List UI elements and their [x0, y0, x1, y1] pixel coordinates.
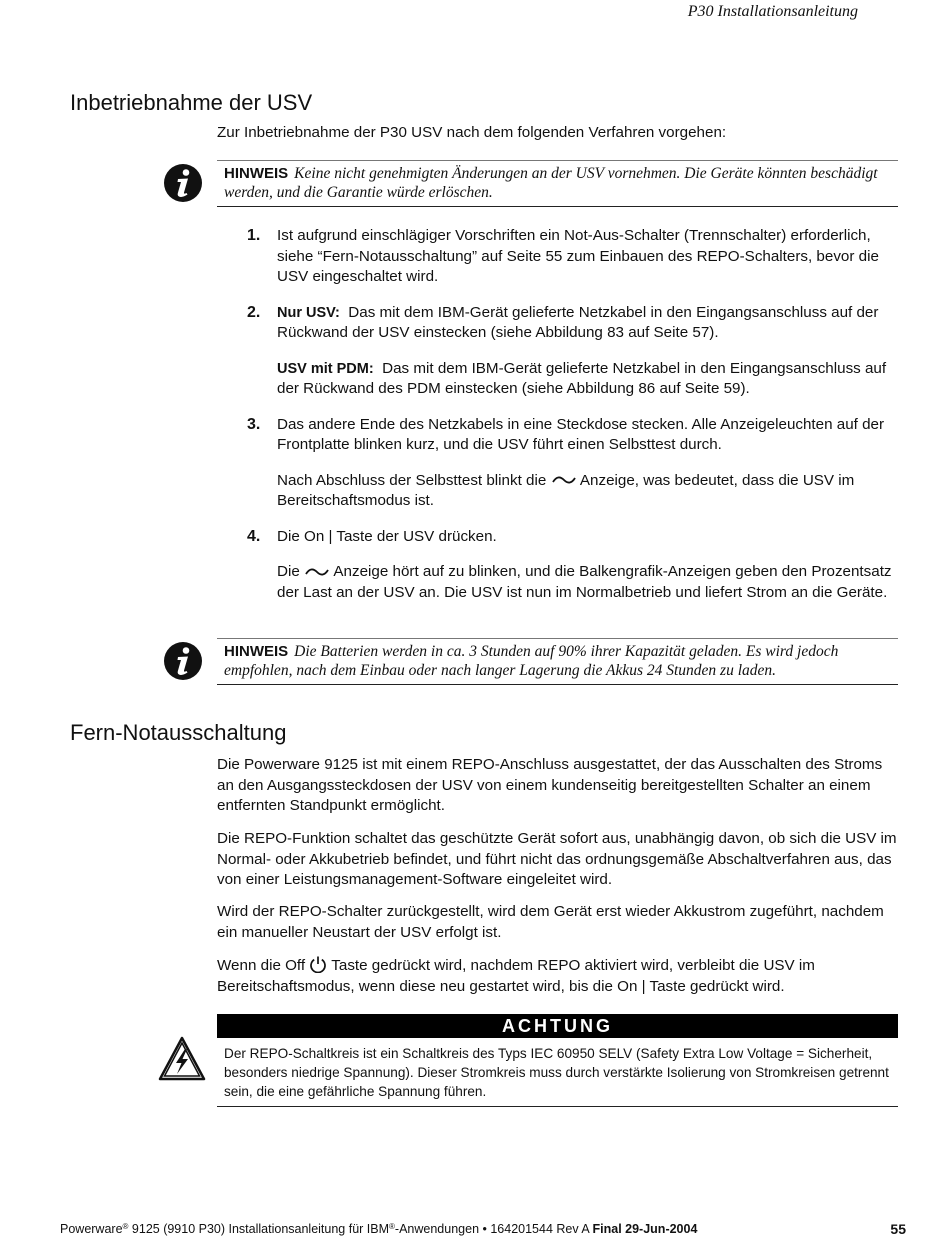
- page-number: 55: [890, 1221, 906, 1237]
- step-body-2: Das mit dem IBM-Gerät gelieferte Netzkabel in den Eingangsanschluss auf der Rückwand des PDM einstecken (siehe Abbildung 86 auf Seite 59).: [277, 359, 887, 397]
- step-number: 4.: [247, 527, 261, 545]
- step-text-2: [277, 471, 897, 512]
- section-title-inbetriebnahme: Inbetriebnahme der USV: [70, 90, 313, 115]
- step-number: 3.: [247, 415, 261, 433]
- electrical-hazard-icon: [158, 1036, 206, 1082]
- running-head: P30 Installationsanleitung: [687, 3, 858, 20]
- footer-brand: Powerware: [60, 1222, 123, 1236]
- note-label: HINWEIS: [224, 643, 289, 660]
- step-lead-2: USV mit PDM:: [277, 360, 374, 377]
- paragraph-2: Die REPO-Funktion schaltet das geschützte Gerät sofort aus, unabhängig davon, ob sich die USV im Normal- oder Akkubetrieb befindet, und führt nicht das ordnungsgemäße Abschaltverfahren aus, das von einer Leistungsmanagement-Software eingeleitet wird.: [217, 830, 897, 888]
- step-4: [247, 527, 897, 604]
- paragraph-3: Wird der REPO-Schalter zurückgestellt, wird dem Gerät erst wieder Akkustrom zugeführt, nachdem ein manueller Neustart der USV erfolgt ist.: [217, 903, 884, 941]
- note-text: Keine nicht genehmigten Änderungen an der USV vornehmen. Die Geräte könnten beschädigt werden, und die Garantie würde erlöschen.: [224, 165, 878, 201]
- note-hinweis-1: [217, 160, 898, 207]
- warning-title-bar: ACHTUNG: [217, 1014, 898, 1038]
- paragraph-4: [217, 955, 902, 997]
- power-icon: [309, 955, 327, 973]
- step-text: Die On | Taste der USV drücken.: [277, 527, 497, 545]
- registered-mark: ®: [122, 1222, 129, 1231]
- page-footer: [60, 1222, 906, 1236]
- footer-text-b: -Anwendungen • 164201544 Rev A: [394, 1222, 593, 1236]
- step-number: 1.: [247, 227, 261, 244]
- paragraph-4-a: Wenn die Off: [217, 957, 306, 974]
- step-body-b: Anzeige, was bedeutet, dass die USV im Bereitschaftsmodus ist.: [277, 471, 855, 509]
- registered-mark: ®: [389, 1222, 395, 1231]
- step-text: [277, 303, 897, 344]
- steps-list: [247, 226, 897, 618]
- step-text-2: [277, 562, 897, 603]
- step-2: [247, 303, 897, 400]
- section-title-fern-notausschaltung: Fern-Notausschaltung: [70, 720, 287, 745]
- step-body-b: Anzeige hört auf zu blinken, und die Balkengrafik-Anzeigen geben den Prozentsatz der Last an der USV an. Die USV ist nun im Normalbetrieb und liefert Strom an die Geräte.: [277, 563, 892, 601]
- step-text-2: [277, 359, 897, 400]
- info-icon: [163, 641, 203, 681]
- paragraph-1: Die Powerware 9125 ist mit einem REPO-Anschluss ausgestattet, der das Ausschalten des Stroms an den Ausgangssteckdosen der USV von einem kundenseitig bereitgestellten Schalter an einem entfernten Standpunkt ermöglicht.: [217, 756, 883, 814]
- warning-text: Der REPO-Schaltkreis ist ein Schaltkreis des Typs IEC 60950 SELV (Safety Extra Low Voltage = Sicherheit, besonders niedrige Spannung). Dieser Stromkreis muss durch verstärkte Isolierung von Stromkreisen getrennt sein, die eine gefährliche Spannung führen.: [217, 1042, 898, 1107]
- step-3: [247, 415, 897, 512]
- paragraph-4-b: Taste gedrückt wird, nachdem REPO aktiviert wird, verbleibt die USV im Bereitschaftsmodus, wenn diese neu gestartet wird, bis die On | Taste gedrückt wird.: [217, 957, 815, 995]
- step-number: 2.: [247, 303, 261, 321]
- step-body-a: Nach Abschluss der Selbsttest blinkt die: [277, 471, 547, 489]
- footer-final: Final 29-Jun-2004: [592, 1222, 698, 1236]
- note-text: Die Batterien werden in ca. 3 Stunden auf 90% ihrer Kapazität geladen. Es wird jedoch empfohlen, nach dem Einbau oder nach langer Lagerung die Akkus 24 Stunden zu laden.: [224, 643, 839, 679]
- step-body: Das mit dem IBM-Gerät gelieferte Netzkabel in den Eingangsanschluss auf der Rückwand der USV einstecken (siehe Abbildung 83 auf Seite 57).: [277, 303, 879, 341]
- step-text: Ist aufgrund einschlägiger Vorschriften ein Not-Aus-Schalter (Trennschalter) erforderlich, siehe “Fern-Notausschaltung” auf Seite 55 zum Einbauen des REPO-Schalters, bevor die USV eingeschaltet wird.: [277, 227, 879, 285]
- footer-text-a: 9125 (9910 P30) Installationsanleitung für IBM: [128, 1222, 390, 1236]
- step-text: Das andere Ende des Netzkabels in eine Steckdose stecken. Alle Anzeigeleuchten auf der Frontplatte blinken kurz, und die USV führt einen Selbsttest durch.: [277, 415, 885, 453]
- step-1: [247, 226, 897, 288]
- sine-wave-icon: [551, 473, 577, 487]
- step-lead: Nur USV:: [277, 304, 340, 321]
- note-hinweis-2: [217, 638, 898, 685]
- info-icon: [163, 163, 203, 203]
- note-label: HINWEIS: [224, 165, 289, 182]
- step-body-a: Die: [277, 563, 300, 580]
- sine-wave-icon: [304, 565, 330, 579]
- intro-paragraph: Zur Inbetriebnahme der P30 USV nach dem folgenden Verfahren vorgehen:: [217, 124, 727, 141]
